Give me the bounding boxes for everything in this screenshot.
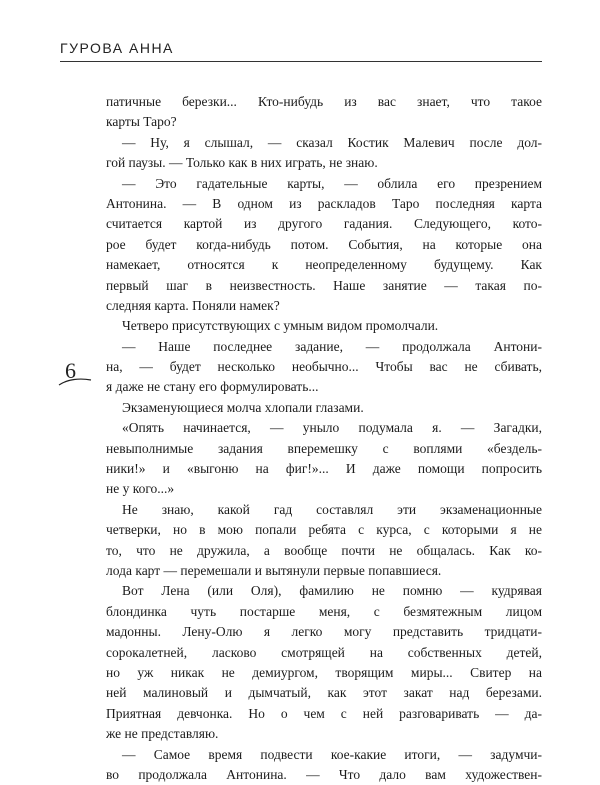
text-line: «Опять начинается, — уныло подумала я. — Загадки,: [122, 420, 542, 436]
text-line: считается картой из другого гадания. Следующего, кото-: [106, 216, 542, 232]
text-line: патичные березки... Кто-нибудь из вас знает, что такое: [106, 94, 542, 109]
text-line: четверки, но в мою попали ребята с курса, с которыми я не: [106, 522, 542, 538]
page-number: 6: [65, 358, 76, 383]
text-line: то, что не дружила, а вообще почти не общалась. Как ко-: [106, 542, 542, 558]
running-header-author: ГУРОВА АННА: [60, 40, 174, 56]
text-line: Не знаю, какой гад составлял эти экзаменационные: [122, 501, 542, 517]
text-line: следняя карта. Поняли намек?: [106, 297, 280, 313]
text-line: я даже не стану его формулировать...: [106, 379, 319, 395]
text-line: намекает, относятся к неопределенному будущему. Как: [106, 257, 542, 273]
page-number-swash: [58, 377, 92, 387]
text-line: первый шаг в неизвестность. Наше занятие — такая по-: [106, 277, 542, 293]
text-line: невыполнимые задания вперемешку с воплями «бездель-: [106, 440, 542, 456]
text-line: — Это гадательные карты, — облила его презрением: [122, 175, 542, 191]
text-line: Четверо присутствующих с умным видом промолчали.: [122, 318, 439, 334]
body-text: [106, 92, 542, 785]
text-line: — Ну, я слышал, — сказал Костик Малевич после дол-: [122, 134, 542, 150]
text-line: на, — будет несколько необычно... Чтобы вас не сбивать,: [106, 359, 542, 375]
text-line: — Самое время подвести кое-какие итоги, — задумчи-: [122, 746, 542, 762]
header-rule: [60, 61, 542, 62]
text-line: Экзаменующиеся молча хлопали глазами.: [122, 399, 364, 415]
text-line: не у кого...»: [106, 481, 175, 497]
text-line: гой паузы. — Только как в них играть, не знаю.: [106, 155, 378, 171]
text-line: — Наше последнее задание, — продолжала Антони-: [122, 338, 542, 354]
text-line: во продолжала Антонина. — Что дало вам художествен-: [106, 766, 542, 782]
text-line: Приятная девчонка. Но о чем с ней разговаривать — да-: [106, 705, 542, 721]
text-line: сорокалетней, ласково смотрящей на собственных детей,: [106, 644, 542, 660]
text-line: ней малиновый и дымчатый, как этот закат над березами.: [106, 685, 542, 701]
text-line: но уж никак не демиургом, творящим миры... Свитер на: [106, 664, 542, 680]
text-line: ники!» и «выгоню на фиг!»... И даже помощи попросить: [106, 461, 542, 477]
text-line: рое будет когда-нибудь потом. События, на которые она: [106, 236, 542, 252]
text-line: же не представляю.: [106, 726, 219, 742]
text-line: карты Таро?: [106, 114, 177, 130]
text-line: мадонны. Лену-Олю я легко могу представить тридцати-: [106, 624, 542, 640]
text-line: Антонина. — В одном из раскладов Таро последняя карта: [106, 195, 542, 211]
text-line: блондинка чуть постарше меня, с безмятежным лицом: [106, 603, 542, 619]
text-line: лода карт — перемешали и вытянули первые попавшиеся.: [106, 562, 442, 578]
text-line: Вот Лена (или Оля), фамилию не помню — кудрявая: [122, 583, 542, 599]
